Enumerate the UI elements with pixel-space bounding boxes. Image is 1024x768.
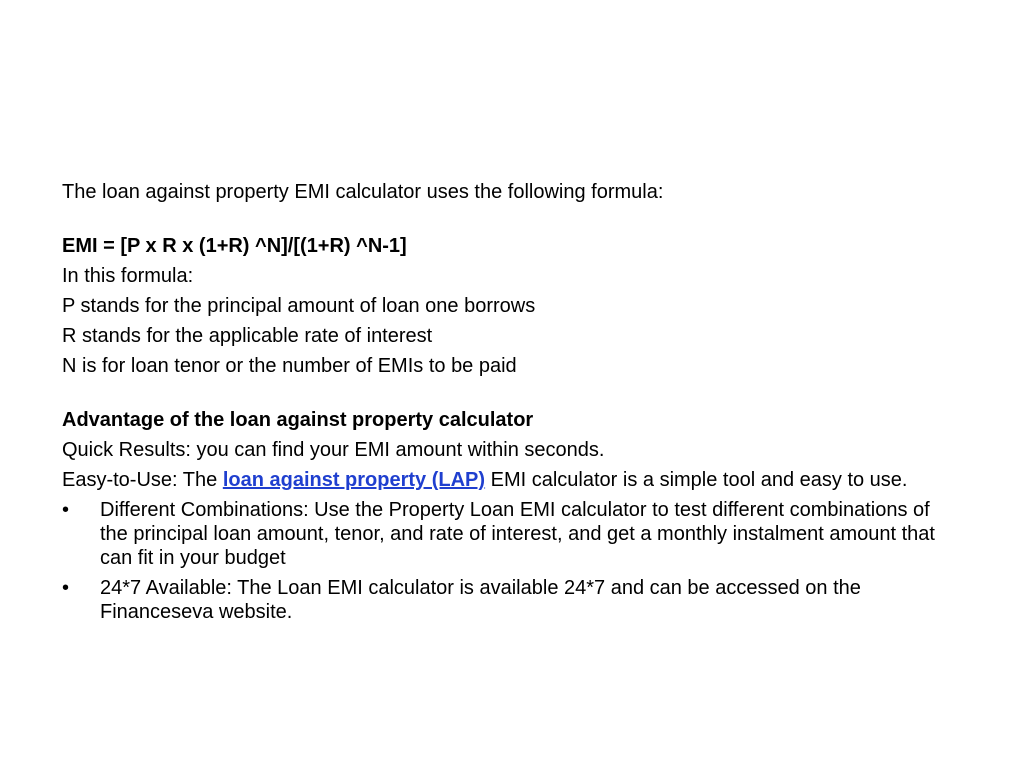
formula-intro: In this formula: bbox=[62, 265, 194, 287]
intro-text: The loan against property EMI calculator uses the following formula: bbox=[62, 181, 664, 203]
definition-r: R stands for the applicable rate of interest bbox=[62, 325, 433, 347]
easy-suffix: EMI calculator is a simple tool and easy to use. bbox=[485, 469, 908, 491]
spacer bbox=[62, 204, 962, 234]
slide-content bbox=[62, 180, 962, 624]
bullet-item-combinations bbox=[62, 498, 962, 570]
bullet-marker: • bbox=[62, 499, 70, 521]
lap-link[interactable]: loan against property (LAP) bbox=[222, 469, 486, 491]
advantage-heading: Advantage of the loan against property calculator bbox=[62, 409, 534, 431]
formula-text: EMI = [P x R x (1+R) ^N]/[(1+R) ^N-1] bbox=[62, 235, 407, 257]
quick-results-text: Quick Results: you can find your EMI amount within seconds. bbox=[62, 439, 605, 461]
definition-n: N is for loan tenor or the number of EMIs to be paid bbox=[62, 355, 517, 377]
bullet-text: Different Combinations: Use the Property Loan EMI calculator to test different combinations of the principal loan amount, tenor, and rate of interest, and get a monthly instalment amount that can fit in your budget bbox=[100, 499, 935, 569]
bullet-text: 24*7 Available: The Loan EMI calculator is available 24*7 and can be accessed on the Financeseva website. bbox=[100, 577, 861, 623]
bullet-marker: • bbox=[62, 577, 70, 599]
easy-prefix: Easy-to-Use: The bbox=[62, 469, 223, 491]
bullet-item-availability bbox=[62, 576, 962, 624]
spacer bbox=[62, 378, 962, 408]
easy-to-use-text bbox=[62, 468, 962, 492]
definition-p: P stands for the principal amount of loan one borrows bbox=[62, 295, 536, 317]
